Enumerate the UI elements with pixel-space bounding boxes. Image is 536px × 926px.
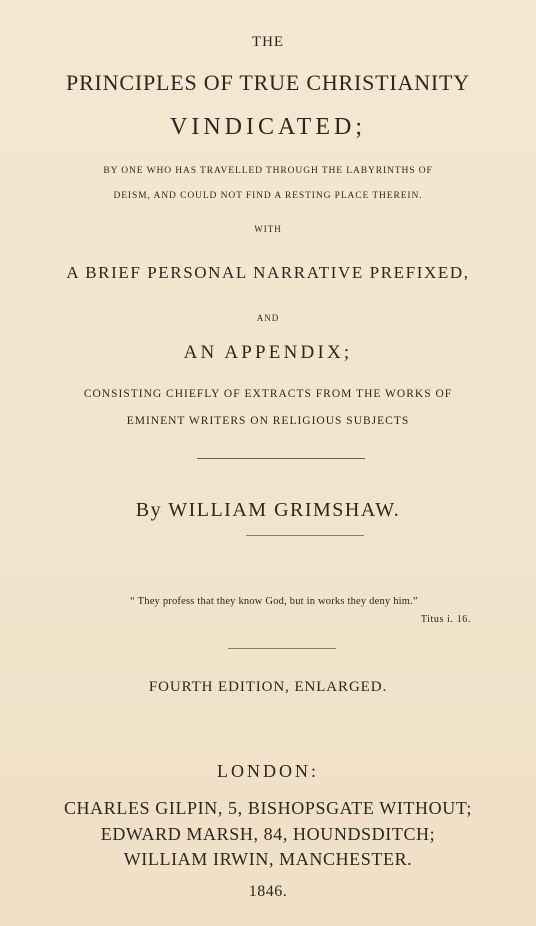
edition-line: FOURTH EDITION, ENLARGED.	[148, 679, 388, 695]
subtitle-consisting-2: EMINENT WRITERS ON RELIGIOUS SUBJECTS	[126, 415, 410, 427]
publication-year: 1846.	[248, 883, 288, 900]
rule-above-author	[197, 458, 365, 459]
imprint-city: LONDON:	[217, 761, 319, 781]
subtitle-narrative: A BRIEF PERSONAL NARRATIVE PREFIXED,	[66, 263, 470, 282]
epigraph-quote: “ They profess that they know God, but in works they deny him.”	[130, 596, 418, 607]
author-line: By WILLIAM GRIMSHAW.	[135, 499, 401, 521]
subtitle-line-1: BY ONE WHO HAS TRAVELLED THROUGH THE LABYRINTHS OF	[103, 166, 433, 176]
subtitle-line-2: DEISM, AND COULD NOT FIND A RESTING PLACE THEREIN.	[113, 191, 423, 201]
subtitle-consisting-1: CONSISTING CHIEFLY OF EXTRACTS FROM THE WORKS OF	[83, 388, 453, 400]
title-the: THE	[251, 34, 285, 50]
epigraph-source: Titus i. 16.	[420, 614, 471, 625]
imprint-publisher-2: EDWARD MARSH, 84, HOUNDSDITCH;	[100, 824, 436, 844]
subtitle-appendix: AN APPENDIX;	[183, 342, 353, 363]
imprint-publisher-3: WILLIAM IRWIN, MANCHESTER.	[123, 849, 413, 869]
subtitle-with: WITH	[254, 224, 282, 234]
title-main: PRINCIPLES OF TRUE CHRISTIANITY	[66, 70, 470, 95]
imprint-publisher-1: CHARLES GILPIN, 5, BISHOPSGATE WITHOUT;	[63, 798, 473, 818]
title-vindicated: VINDICATED;	[170, 114, 366, 140]
rule-below-author	[246, 535, 364, 536]
subtitle-and: AND	[256, 313, 280, 323]
rule-below-epigraph	[228, 648, 336, 649]
